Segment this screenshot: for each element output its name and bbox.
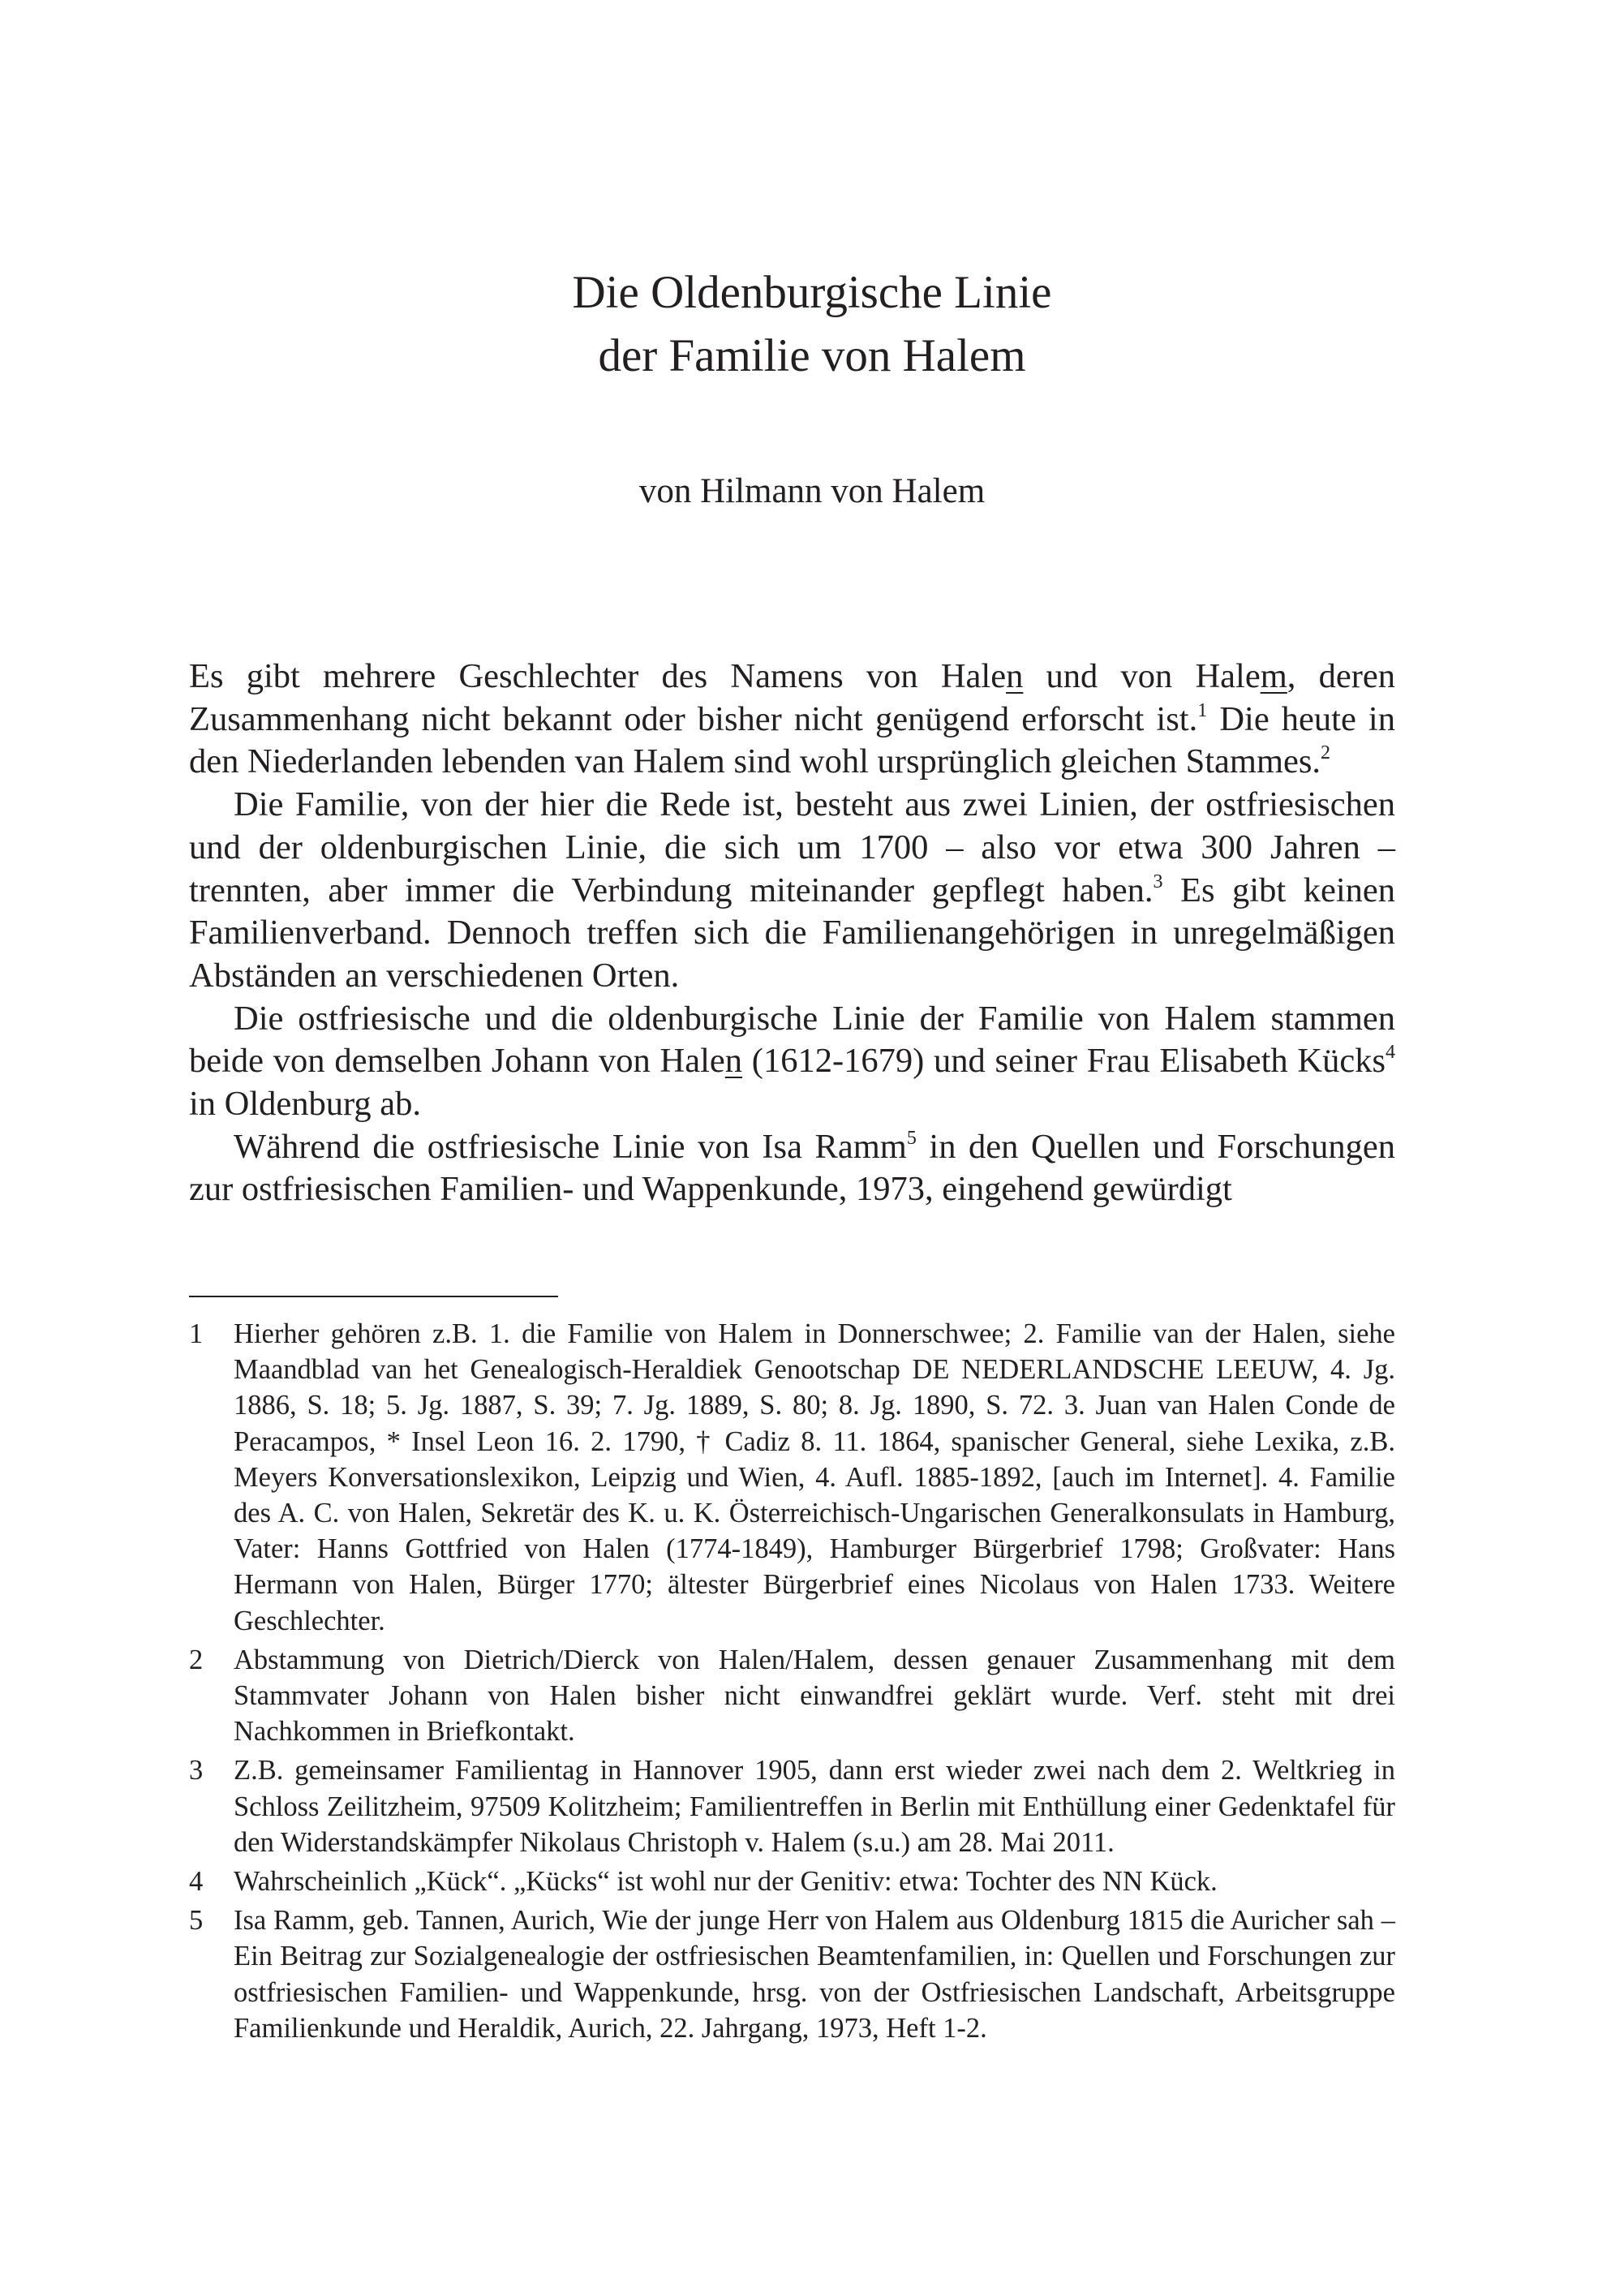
footnote-2: [189, 1642, 1395, 1750]
footnote-number: 5: [189, 1905, 204, 1937]
underlined-letter: n: [1006, 657, 1024, 695]
paragraph-3: [189, 998, 1395, 1126]
footnote-text: Isa Ramm, geb. Tannen, Aurich, Wie der junge Herr von Halem aus Oldenburg 1815 die Auricher sah – Ein Beitrag zur Sozialgenealogie der ostfriesischen Beamtenfamilien, in: Quellen und Forschungen zur ostfriesischen Familien- und Wappenkunde, hrsg. von der Ostfriesischen Landschaft, Arbeitsgruppe Familienkunde und Heraldik, Aurich, 22. Jahrgang, 1973, Heft 1-2.: [234, 1905, 1395, 2044]
text-segment: Während die ostfriesische Linie von Isa Ramm: [234, 1127, 907, 1166]
text-segment: Die ostfriesische und die oldenburgische Linie der Familie von Halem stammen beide von demselben Johann von Hale: [189, 999, 1395, 1081]
footnote-ref[interactable]: 4: [1386, 1042, 1395, 1064]
footnote-5: [189, 1903, 1395, 2046]
text-segment: , deren Zusammenhang nicht bekannt oder bisher nicht genügend erforscht ist.: [189, 657, 1395, 738]
footnote-number: 3: [189, 1755, 204, 1786]
footnote-text: Abstammung von Dietrich/Dierck von Halen/Halem, dessen genauer Zusammenhang mit dem Stammvater Johann von Halen bisher nicht einwandfrei geklärt wurde. Verf. steht mit drei Nachkommen in Briefkontakt.: [234, 1644, 1395, 1748]
title-line-2: der Familie von Halem: [598, 330, 1026, 381]
text-segment: in den Quellen und Forschungen zur ostfriesischen Familien- und Wappenkunde, 1973, eingehend gewürdigt: [189, 1127, 1395, 1209]
footnotes: [189, 1316, 1395, 2049]
footnote-text: Hierher gehören z.B. 1. die Familie von Halem in Donnerschwee; 2. Familie van der Halen, siehe Maandblad van het Genealogisch-Heraldiek Genootschap DE NEDERLANDSCHE LEEUW, 4. Jg. 1886, S. 18; 5. Jg. 1887, S. 39; 7. Jg. 1889, S. 80; 8. Jg. 1890, S. 72. 3. Juan van Halen Conde de Peracampos, * Insel Leon 16. 2. 1790, † Cadiz 8. 11. 1864, spanischer General, siehe Lexika, z.B. Meyers Konversationslexikon, Leipzig und Wien, 4. Aufl. 1885-1892, [auch im Internet]. 4. Familie des A. C. von Halen, Sekretär des K. u. K. Österreichisch-Ungarischen Generalkonsulats in Hamburg, Vater: Hanns Gottfried von Halen (1774-1849), Hamburger Bürgerbrief 1798; Großvater: Hans Hermann von Halen, Bürger 1770; ältester Bürgerbrief eines Nicolaus von Halen 1733. Weitere Geschlechter.: [234, 1318, 1395, 1636]
footnote-text: Wahrscheinlich „Kück“. „Kücks“ ist wohl nur der Genitiv: etwa: Tochter des NN Kück.: [234, 1866, 1218, 1898]
underlined-letter: n: [724, 1042, 743, 1081]
footnote-ref[interactable]: 3: [1153, 871, 1163, 892]
text-segment: und von Hale: [1023, 657, 1261, 695]
footnote-number: 1: [189, 1318, 204, 1349]
author-byline: von Hilmann von Halem: [638, 472, 986, 510]
footnote-text: Z.B. gemeinsamer Familientag in Hannover 1905, dann erst wieder zwei nach dem 2. Weltkrieg in Schloss Zeilitzheim, 97509 Kolitzheim; Familientreffen in Berlin mit Enthüllung einer Gedenktafel für den Widerstandskämpfer Nikolaus Christoph v. Halem (s.u.) am 28. Mai 2011.: [234, 1755, 1395, 1858]
text-segment: in Oldenburg ab.: [189, 1085, 422, 1124]
text-segment: Die heute in den Niederlanden lebenden van Halem sind wohl ursprünglich gleichen Stammes.: [189, 699, 1395, 781]
footnote-1: [189, 1316, 1395, 1639]
footnote-3: [189, 1752, 1395, 1860]
page-title: [0, 261, 1624, 388]
paragraph-1: [189, 656, 1395, 784]
footnote-divider: [189, 1296, 558, 1297]
text-segment: Die Familie, von der hier die Rede ist, besteht aus zwei Linien, der ostfriesischen und der oldenburgischen Linie, die sich um 1700 – also vor etwa 300 Jahren – trennten, aber immer die Verbindung miteinander gepflegt haben.: [189, 785, 1395, 909]
text-segment: Es gibt mehrere Geschlechter des Namens von Hale: [189, 657, 1007, 695]
text-segment: (1612-1679) und seiner Frau Elisabeth Kücks: [742, 1042, 1386, 1081]
footnote-ref[interactable]: 2: [1321, 742, 1331, 764]
footnote-number: 4: [189, 1866, 204, 1898]
underlined-letter: m: [1260, 657, 1287, 695]
body-text: [189, 656, 1395, 1211]
paragraph-4: [189, 1126, 1395, 1211]
title-line-1: Die Oldenburgische Linie: [572, 267, 1052, 318]
paragraph-2: [189, 784, 1395, 998]
footnote-number: 2: [189, 1644, 204, 1675]
footnote-ref[interactable]: 1: [1197, 699, 1208, 721]
text-segment: Es gibt keinen Familienverband. Dennoch treffen sich die Familienangehörigen in unregelmäßigen Abständen an verschiedenen Orten.: [189, 871, 1395, 995]
footnote-ref[interactable]: 5: [906, 1127, 917, 1149]
footnote-4: [189, 1864, 1395, 1899]
